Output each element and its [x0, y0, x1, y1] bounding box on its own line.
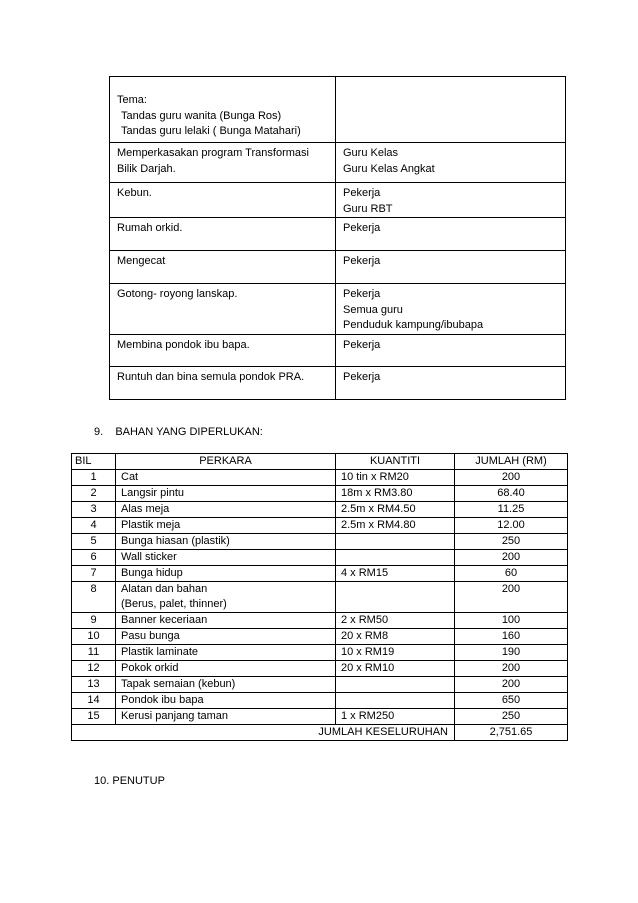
cell-jumlah: 200	[455, 470, 568, 486]
cell-jumlah: 200	[455, 550, 568, 566]
materials-row	[72, 566, 568, 582]
materials-row	[72, 645, 568, 661]
materials-row	[72, 677, 568, 693]
materials-row	[72, 518, 568, 534]
cell-kuantiti	[336, 693, 455, 709]
activity-task-line: Memperkasakan program Transformasi	[117, 147, 309, 159]
activity-task-line: Tema:	[117, 94, 147, 106]
cell-perkara	[116, 486, 336, 502]
section-10-heading	[94, 775, 165, 787]
perkara-line: Kerusi panjang taman	[121, 710, 229, 722]
activity-task-line: Bilik Darjah.	[117, 162, 176, 175]
cell-bil: 7	[72, 566, 116, 582]
cell-bil: 2	[72, 486, 116, 502]
activity-task-line: Mengecat	[117, 255, 166, 267]
materials-row	[72, 486, 568, 502]
cell-kuantiti	[336, 582, 455, 613]
perkara-line: Pokok orkid	[121, 662, 179, 674]
header-jumlah: JUMLAH (RM)	[455, 454, 568, 470]
cell-kuantiti: 1 x RM250	[336, 709, 455, 725]
activity-task-cell	[110, 334, 336, 366]
cell-bil: 9	[72, 613, 116, 629]
activity-person-cell	[336, 334, 566, 366]
materials-header-row	[72, 454, 568, 470]
perkara-line: Plastik meja	[121, 519, 181, 531]
activity-task-line: Tandas guru wanita (Bunga Ros)	[121, 109, 282, 122]
header-kuantiti: KUANTITI	[336, 454, 455, 470]
activities-table	[109, 76, 566, 400]
activity-person-cell	[336, 183, 566, 218]
cell-bil: 15	[72, 709, 116, 725]
activity-person-line: Pekerja	[343, 187, 381, 199]
activity-task-line: Runtuh dan bina semula pondok PRA.	[117, 370, 305, 383]
cell-jumlah: 650	[455, 693, 568, 709]
cell-jumlah: 200	[455, 677, 568, 693]
perkara-line: Tapak semaian (kebun)	[121, 678, 236, 690]
cell-jumlah: 68.40	[455, 486, 568, 502]
cell-jumlah: 12.00	[455, 518, 568, 534]
total-value: 2,751.65	[455, 725, 568, 741]
cell-bil: 6	[72, 550, 116, 566]
cell-jumlah: 160	[455, 629, 568, 645]
perkara-line: Plastik laminate	[121, 646, 199, 658]
activity-task-line: Kebun.	[117, 187, 152, 199]
activity-task-line: Tandas guru lelaki ( Bunga Matahari)	[121, 125, 301, 137]
cell-bil: 14	[72, 693, 116, 709]
cell-jumlah: 250	[455, 534, 568, 550]
materials-row	[72, 661, 568, 677]
cell-perkara	[116, 613, 336, 629]
activity-person-line: Guru RBT	[343, 202, 393, 215]
cell-perkara	[116, 502, 336, 518]
cell-bil: 13	[72, 677, 116, 693]
cell-perkara	[116, 677, 336, 693]
perkara-line: Wall sticker	[121, 551, 177, 563]
activity-person-line: Pekerja	[343, 222, 381, 234]
activity-task-cell	[110, 366, 336, 399]
materials-row	[72, 534, 568, 550]
cell-perkara	[116, 661, 336, 677]
activity-task-cell	[110, 251, 336, 284]
activity-row	[110, 366, 566, 399]
activity-task-line: Gotong- royong lanskap.	[117, 288, 238, 300]
cell-bil: 8	[72, 582, 116, 613]
activity-row	[110, 143, 566, 183]
materials-row	[72, 550, 568, 566]
cell-kuantiti: 18m x RM3.80	[336, 486, 455, 502]
materials-row	[72, 693, 568, 709]
cell-bil: 1	[72, 470, 116, 486]
cell-perkara	[116, 693, 336, 709]
section-10-title: PENUTUP	[112, 775, 165, 787]
cell-kuantiti: 20 x RM10	[336, 661, 455, 677]
materials-row	[72, 502, 568, 518]
cell-perkara	[116, 534, 336, 550]
materials-table	[71, 453, 568, 741]
cell-perkara	[116, 566, 336, 582]
activity-row	[110, 77, 566, 143]
perkara-line: Langsir pintu	[121, 487, 184, 499]
activity-person-line: Guru Kelas	[343, 147, 399, 159]
activity-task-cell	[110, 183, 336, 218]
cell-bil: 12	[72, 661, 116, 677]
cell-kuantiti: 20 x RM8	[336, 629, 455, 645]
perkara-line: Cat	[121, 471, 139, 483]
cell-kuantiti: 10 x RM19	[336, 645, 455, 661]
cell-perkara	[116, 470, 336, 486]
perkara-line: Pondok ibu bapa	[121, 694, 204, 706]
cell-jumlah: 200	[455, 582, 568, 613]
total-label: JUMLAH KESELURUHAN	[72, 725, 455, 741]
cell-perkara	[116, 645, 336, 661]
cell-perkara	[116, 518, 336, 534]
cell-bil: 11	[72, 645, 116, 661]
cell-kuantiti: 10 tin x RM20	[336, 470, 455, 486]
activity-task-line: Membina pondok ibu bapa.	[117, 338, 250, 351]
cell-jumlah: 100	[455, 613, 568, 629]
activity-person-cell	[336, 143, 566, 183]
activity-person-line: Pekerja	[343, 288, 381, 300]
perkara-line: Pasu bunga	[121, 630, 180, 642]
cell-kuantiti: 2.5m x RM4.50	[336, 502, 455, 518]
materials-row	[72, 613, 568, 629]
activity-row	[110, 183, 566, 218]
activity-task-cell	[110, 143, 336, 183]
perkara-line: Banner keceriaan	[121, 614, 208, 626]
cell-kuantiti	[336, 550, 455, 566]
activity-person-cell	[336, 366, 566, 399]
perkara-line: Alas meja	[121, 503, 170, 515]
cell-bil: 5	[72, 534, 116, 550]
cell-jumlah: 200	[455, 661, 568, 677]
activity-person-line: Pekerja	[343, 255, 381, 267]
cell-jumlah: 250	[455, 709, 568, 725]
cell-kuantiti	[336, 534, 455, 550]
cell-bil: 4	[72, 518, 116, 534]
header-bil: BIL	[72, 454, 116, 470]
cell-kuantiti	[336, 677, 455, 693]
materials-row	[72, 582, 568, 613]
header-perkara: PERKARA	[116, 454, 336, 470]
activity-person-cell	[336, 284, 566, 335]
activity-task-line: Rumah orkid.	[117, 222, 183, 234]
activity-task-cell	[110, 284, 336, 335]
activity-person-line: Semua guru	[343, 303, 403, 316]
section-9-title: BAHAN YANG DIPERLUKAN:	[115, 426, 263, 438]
cell-perkara	[116, 550, 336, 566]
activity-person-line: Guru Kelas Angkat	[343, 162, 435, 175]
activity-person-line: Penduduk kampung/ibubapa	[343, 319, 484, 331]
cell-kuantiti: 2 x RM50	[336, 613, 455, 629]
activity-row	[110, 251, 566, 284]
activity-task-cell	[110, 77, 336, 143]
total-row	[72, 725, 568, 741]
section-10-number: 10.	[94, 775, 110, 787]
cell-perkara	[116, 582, 336, 613]
materials-row	[72, 709, 568, 725]
activity-row	[110, 218, 566, 251]
cell-jumlah: 190	[455, 645, 568, 661]
cell-bil: 10	[72, 629, 116, 645]
materials-row	[72, 629, 568, 645]
cell-jumlah: 60	[455, 566, 568, 582]
activity-person-cell	[336, 251, 566, 284]
perkara-line: Alatan dan bahan	[121, 583, 208, 595]
activity-person-cell	[336, 77, 566, 143]
activity-person-line: Pekerja	[343, 370, 381, 383]
activity-task-cell	[110, 218, 336, 251]
activity-person-line: Pekerja	[343, 338, 381, 351]
activity-person-cell	[336, 218, 566, 251]
activity-row	[110, 334, 566, 366]
cell-perkara	[116, 709, 336, 725]
cell-bil: 3	[72, 502, 116, 518]
cell-perkara	[116, 629, 336, 645]
cell-jumlah: 11.25	[455, 502, 568, 518]
cell-kuantiti: 4 x RM15	[336, 566, 455, 582]
perkara-line: (Berus, palet, thinner)	[121, 598, 227, 610]
section-9-number: 9.	[94, 426, 104, 438]
cell-kuantiti: 2.5m x RM4.80	[336, 518, 455, 534]
section-9-heading	[94, 426, 263, 438]
perkara-line: Bunga hiasan (plastik)	[121, 535, 230, 547]
perkara-line: Bunga hidup	[121, 567, 183, 579]
materials-row	[72, 470, 568, 486]
activity-row	[110, 284, 566, 335]
